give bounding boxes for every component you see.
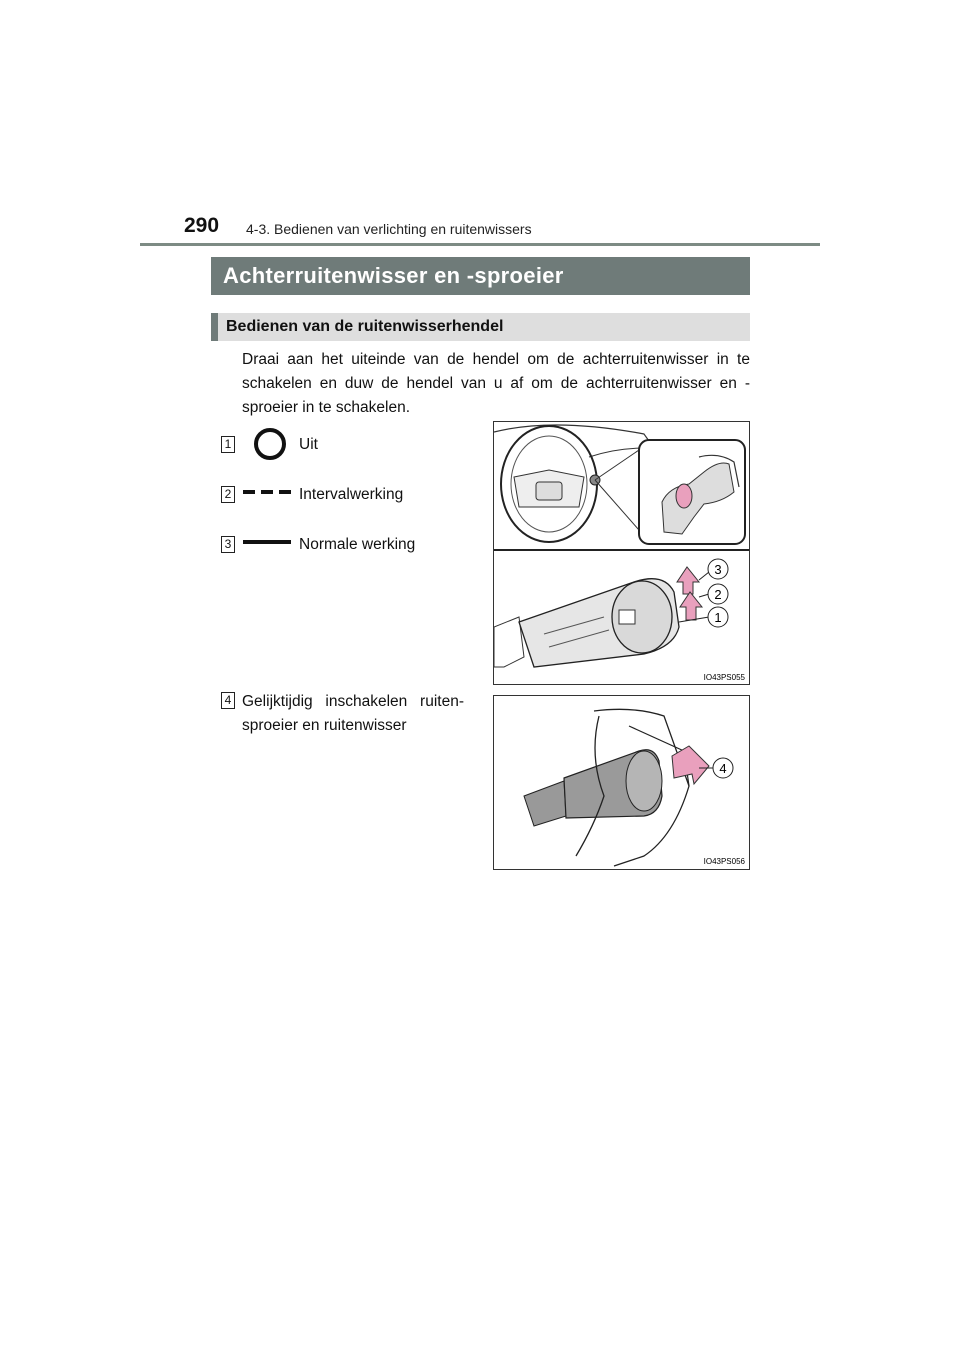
figure-code-1: IO43PS055: [703, 673, 745, 682]
illustration-hand-lever: [494, 696, 749, 869]
intro-paragraph: Draai aan het uiteinde van de hendel om de achterruitenwisser in te schakelen en duw de hendel van u af om de achterruitenwisser en -sproeier in te schakelen.: [242, 351, 750, 416]
callout-4: 4: [719, 761, 727, 776]
item-number-4: 4: [221, 692, 235, 709]
running-head: 4-3. Bedienen van verlichting en ruitenwissers: [246, 221, 532, 237]
page-number: 290: [184, 214, 220, 237]
callout-1: 1: [714, 610, 722, 625]
item-label-1: Uit: [299, 436, 318, 453]
section-title: Achterruitenwisser en -sproeier: [211, 257, 750, 295]
dashed-line-icon: [243, 488, 291, 496]
item-label-4: Gelijktijdig inschakelen ruiten-sproeier en ruitenwisser: [242, 693, 464, 734]
header-rule: [140, 243, 820, 246]
circle-off-icon: [252, 426, 288, 462]
figure-washer-push: [493, 695, 750, 870]
item-number-2: 2: [221, 486, 235, 503]
callout-2: 2: [714, 587, 722, 602]
subsection-title: Bedienen van de ruitenwisserhendel: [211, 313, 750, 341]
solid-line-icon: [243, 538, 291, 546]
item-number-3: 3: [221, 536, 235, 553]
callout-3: 3: [714, 562, 722, 577]
figure-code-2: IO43PS056: [703, 857, 745, 866]
figure-lever-positions: [493, 421, 750, 685]
item-label-2: Intervalwerking: [299, 486, 404, 503]
item-number-1: 1: [221, 436, 235, 453]
illustration-steering-lever: [494, 422, 749, 684]
item-label-3: Normale werking: [299, 536, 416, 553]
